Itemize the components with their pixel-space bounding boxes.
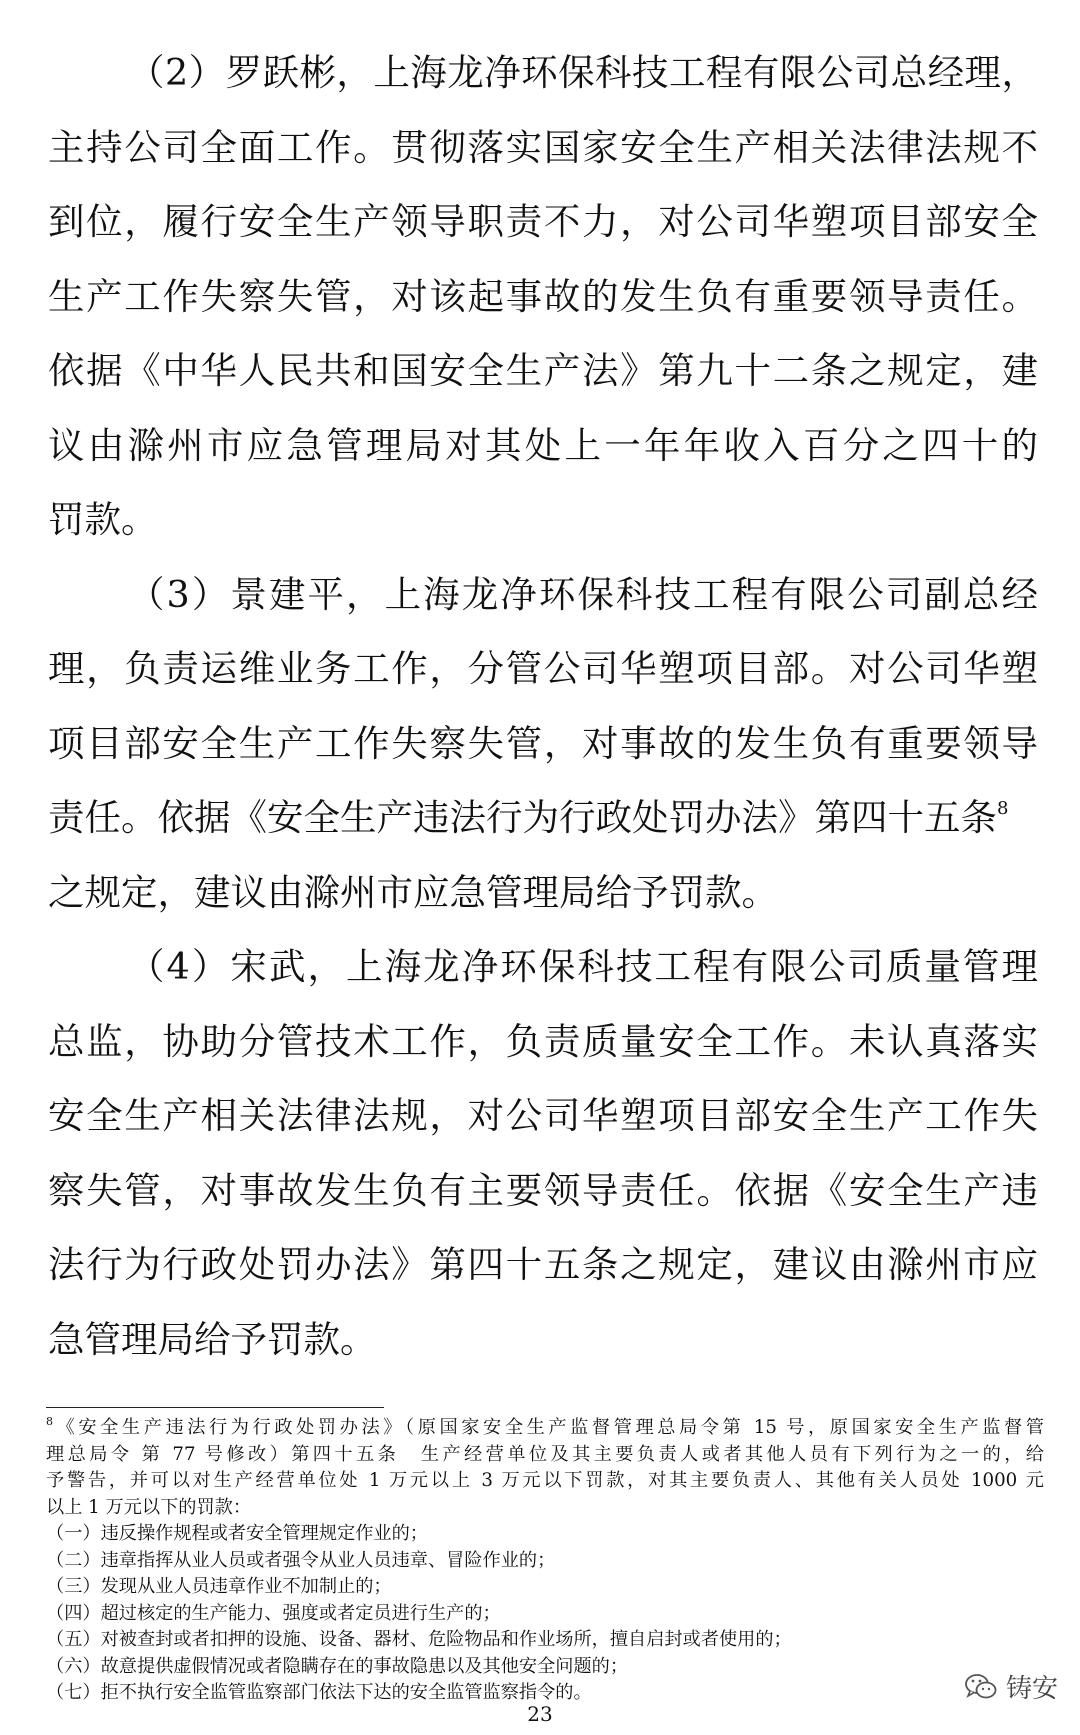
wechat-icon: [964, 1672, 998, 1702]
footnote-item: （四）超过核定的生产能力、强度或者定员进行生产的；: [46, 1602, 501, 1624]
paragraph-line: [48, 781, 1038, 856]
footnote-line: 以上 1 万元以下的罚款：: [46, 1496, 252, 1518]
footnote-item: （二）违章指挥从业人员或者强令从业人员违章、冒险作业的；: [46, 1549, 556, 1571]
footnote-line: 予警告，并可以对生产经营单位处 1 万元以上 3 万元以下罚款，对其主要负责人、其他有关人员处 1000 元: [46, 1470, 1044, 1491]
main-text: [48, 36, 1038, 1377]
footnote-divider: [46, 1407, 384, 1408]
paragraph-line: 理，负责运维业务工作，分管公司华塑项目部。对公司华塑: [48, 647, 1038, 690]
footnote: [46, 1415, 1044, 1707]
paragraph-line: 总监，协助分管技术工作，负责质量安全工作。未认真落实: [48, 1019, 1038, 1063]
page-number: 23: [527, 1702, 553, 1726]
paragraph-line: 罚款。: [48, 498, 158, 541]
watermark: [964, 1668, 1058, 1705]
paragraph-line: 议由滁州市应急管理局对其处上一年年收入百分之四十的: [48, 423, 1038, 467]
paragraph-line: 之规定，建议由滁州市应急管理局给予罚款。: [48, 870, 778, 914]
paragraph-line: 到位，履行安全生产领导职责不力，对公司华塑项目部安全: [48, 200, 1038, 243]
paragraph-line: （3）景建平，上海龙净环保科技工程有限公司副总经: [128, 572, 1038, 616]
paragraph-line: （4）宋武，上海龙净环保科技工程有限公司质量管理: [128, 945, 1038, 988]
paragraph-line: （2）罗跃彬，上海龙净环保科技工程有限公司总经理，: [128, 51, 1038, 94]
footnote-item: （五）对被查封或者扣押的设施、设备、器材、危险物品和作业场所，擅自启封或者使用的；: [46, 1629, 792, 1650]
paragraph-line: 法行为行政处罚办法》第四十五条之规定，建议由滁州市应: [48, 1243, 1038, 1286]
footnote-text: 《安全生产违法行为行政处罚办法》（原国家安全生产监督管理总局令第 15 号，原国家安全生产监督管: [53, 1417, 1044, 1438]
paragraph-line: 项目部安全生产工作失察失管，对事故的发生负有重要领导: [48, 721, 1038, 765]
footnote-ref[interactable]: 8: [997, 798, 1009, 819]
footnote-line: 理总局令 第 77 号修改）第四十五条 生产经营单位及其主要负责人或者其他人员有下列行为之一的，给: [46, 1443, 1044, 1465]
watermark-text: 铸安: [1005, 1674, 1058, 1704]
footnote-line: [46, 1415, 1044, 1442]
footnote-item: （六）故意提供虚假情况或者隐瞒存在的事故隐患以及其他安全问题的；: [46, 1655, 629, 1677]
footnote-item: （七）拒不执行安全监管监察部门依法下达的安全监管监察指令的。: [46, 1682, 592, 1703]
paragraph-line: 急管理局给予罚款。: [48, 1317, 377, 1361]
paragraph-line: 察失管，对事故发生负有主要领导责任。依据《安全生产违: [48, 1168, 1038, 1212]
paragraph-line: 生产工作失察失管，对该起事故的发生负有重要领导责任。: [48, 274, 1038, 318]
footnote-marker: 8: [46, 1415, 53, 1428]
footnote-item: （三）发现从业人员违章作业不加制止的；: [46, 1576, 392, 1597]
paragraph-line: 安全生产相关法律法规，对公司华塑项目部安全生产工作失: [48, 1094, 1038, 1137]
paragraph-line: 主持公司全面工作。贯彻落实国家安全生产相关法律法规不: [48, 125, 1038, 169]
paragraph-line: 依据《中华人民共和国安全生产法》第九十二条之规定，建: [48, 349, 1038, 392]
footnote-item: （一）违反操作规程或者安全管理规定作业的；: [46, 1523, 428, 1544]
paragraph-line-text: 责任。依据《安全生产违法行为行政处罚办法》第四十五条: [48, 796, 997, 839]
